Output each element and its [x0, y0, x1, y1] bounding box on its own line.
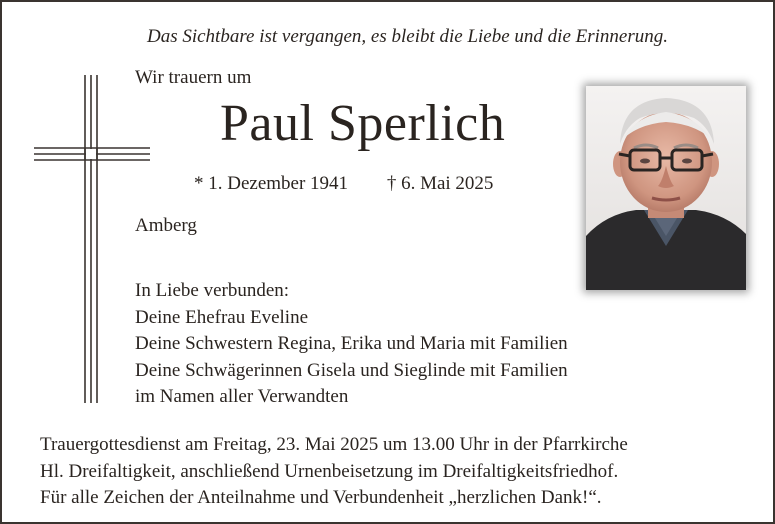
mourner-line: Deine Ehefrau Eveline [135, 306, 309, 328]
life-dates [194, 173, 493, 195]
service-info [40, 432, 628, 512]
death-date: † 6. Mai 2025 [386, 173, 494, 194]
mourners-list [135, 278, 568, 411]
mourner-line: im Namen aller Verwandten [135, 386, 349, 407]
footer-line: Trauergottesdienst am Freitag, 23. Mai 2025 um 13.00 Uhr in der Pfarrkirche [40, 434, 628, 455]
mourner-line: In Liebe verbunden: [135, 280, 290, 301]
mourner-line: Deine Schwägerinnen Gisela und Sieglinde mit Familien [135, 359, 568, 381]
portrait-photo [586, 86, 746, 290]
motto: Das Sichtbare ist vergangen, es bleibt die Liebe und die Erinnerung. [146, 26, 668, 47]
footer-line: Hl. Dreifaltigkeit, anschließend Urnenbeisetzung im Dreifaltigkeitsfriedhof. [40, 460, 619, 482]
place: Amberg [135, 215, 197, 236]
intro-text: Wir trauern um [135, 67, 252, 88]
birth-date: * 1. Dezember 1941 [194, 173, 349, 194]
deceased-name: Paul Sperlich [220, 95, 506, 152]
footer-line: Für alle Zeichen der Anteilnahme und Verbundenheit „herzlichen Dank!“. [40, 487, 602, 508]
mourner-line: Deine Schwestern Regina, Erika und Maria mit Familien [135, 333, 568, 354]
